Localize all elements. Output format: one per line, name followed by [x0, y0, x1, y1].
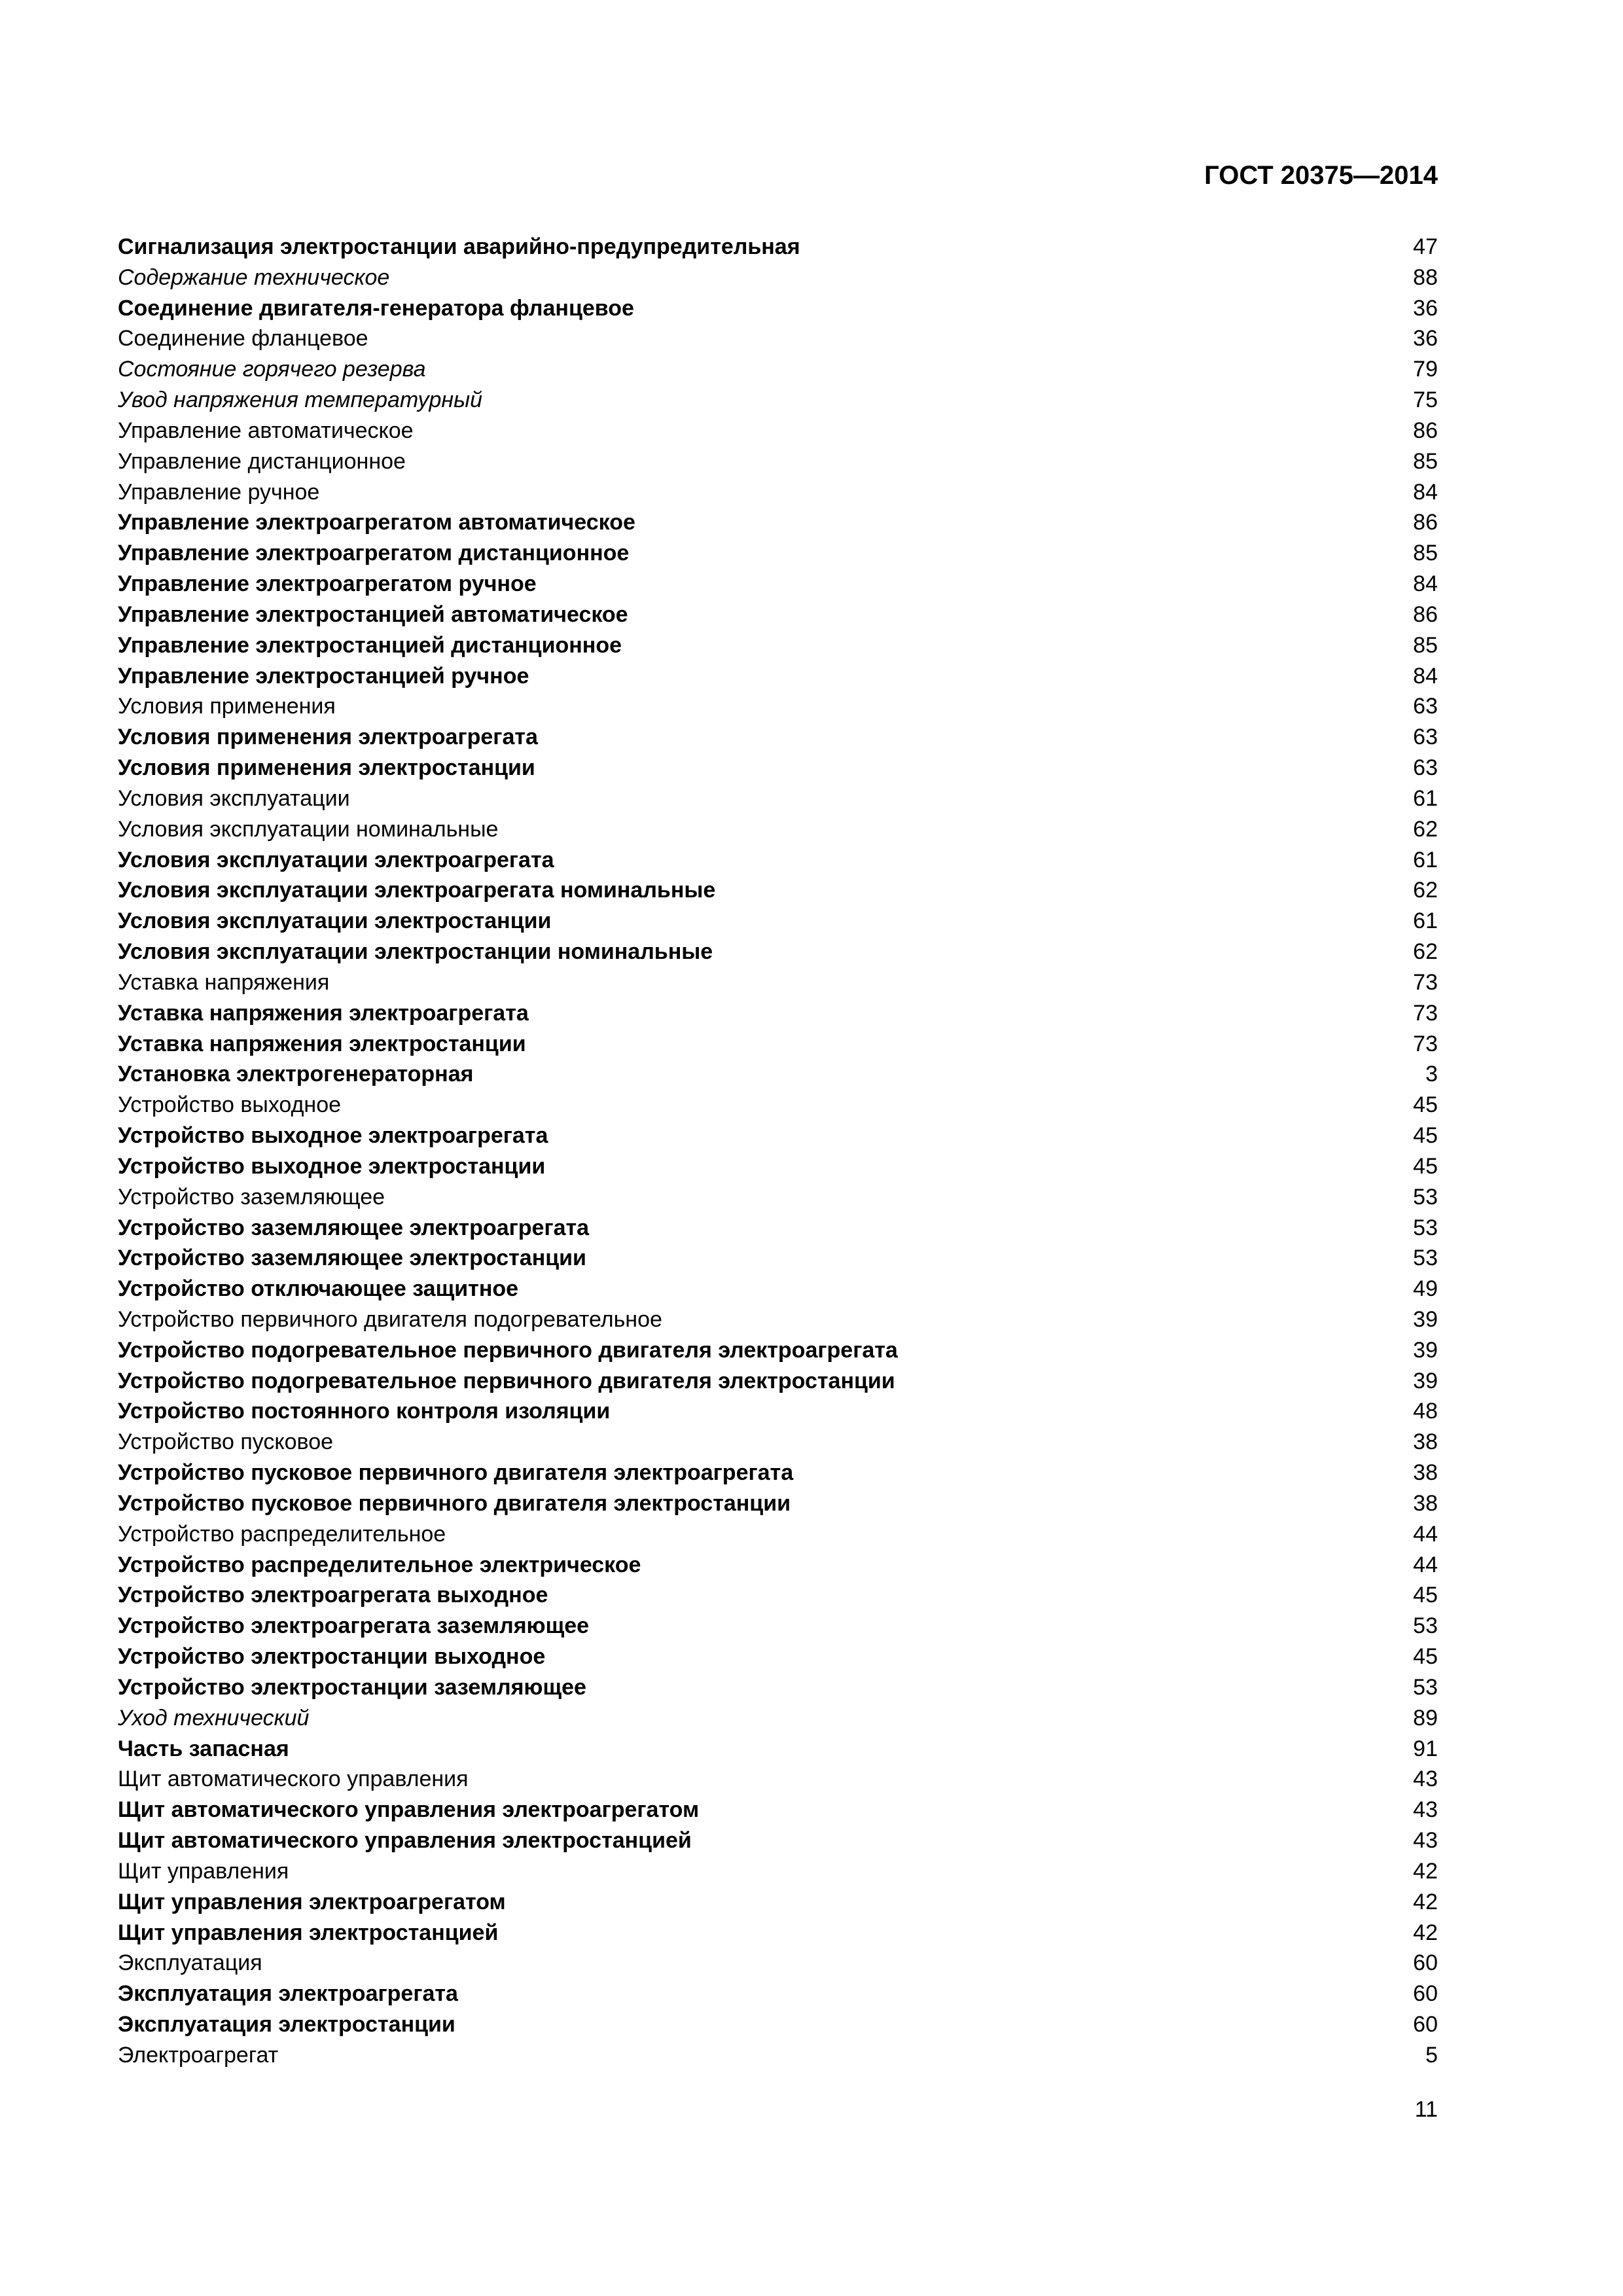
index-entry	[118, 875, 1438, 906]
index-entry	[118, 906, 1438, 937]
index-term: Эксплуатация электроагрегата	[118, 1981, 458, 2007]
index-page-ref: 39	[1413, 1337, 1438, 1363]
index-entry	[118, 2040, 1438, 2071]
index-page-ref: 3	[1425, 1062, 1438, 1087]
index-page-ref: 53	[1413, 1215, 1438, 1240]
index-term: Устройство пусковое	[118, 1429, 334, 1455]
index-entry	[118, 783, 1438, 814]
index-entry	[118, 814, 1438, 845]
index-term: Условия применения электростанции	[118, 755, 535, 781]
index-entry	[118, 1734, 1438, 1765]
index-page-ref: 38	[1413, 1429, 1438, 1455]
index-page-ref: 45	[1413, 1153, 1438, 1179]
index-entry	[118, 477, 1438, 508]
index-page-ref: 39	[1413, 1368, 1438, 1393]
index-term: Соединение фланцевое	[118, 326, 368, 351]
index-term: Условия эксплуатации электроагрегата	[118, 847, 554, 872]
index-term: Эксплуатация	[118, 1950, 262, 1976]
index-term: Состояние горячего резерва	[118, 357, 426, 382]
index-term: Устройство электроагрегата выходное	[118, 1583, 548, 1608]
index-entry	[118, 1121, 1438, 1151]
index-page-ref: 61	[1413, 908, 1438, 934]
index-page-ref: 63	[1413, 755, 1438, 781]
index-entry	[118, 722, 1438, 753]
index-entry	[118, 1090, 1438, 1121]
index-entry	[118, 1427, 1438, 1458]
index-page-ref: 60	[1413, 1981, 1438, 2007]
index-page-ref: 39	[1413, 1306, 1438, 1332]
index-entry	[118, 1519, 1438, 1550]
index-page-ref: 86	[1413, 418, 1438, 443]
index-page-ref: 84	[1413, 479, 1438, 505]
index-page-ref: 60	[1413, 1950, 1438, 1976]
index-term: Условия применения	[118, 694, 336, 719]
index-term: Устройство первичного двигателя подогревательное	[118, 1306, 662, 1332]
index-entry	[118, 1243, 1438, 1274]
index-entry	[118, 1366, 1438, 1397]
index-entry	[118, 937, 1438, 967]
index-page-ref: 86	[1413, 601, 1438, 627]
index-page-ref: 60	[1413, 2012, 1438, 2037]
index-page-ref: 53	[1413, 1613, 1438, 1639]
index-entry	[118, 323, 1438, 354]
index-page-ref: 85	[1413, 448, 1438, 474]
index-page-ref: 75	[1413, 387, 1438, 413]
index-entry	[118, 354, 1438, 385]
index-entry	[118, 1703, 1438, 1734]
index-term: Условия эксплуатации электростанции номинальные	[118, 939, 713, 965]
index-term: Устройство заземляющее электроагрегата	[118, 1215, 590, 1240]
index-page-ref: 5	[1425, 2042, 1438, 2068]
index-term: Часть запасная	[118, 1736, 289, 1761]
index-page-ref: 45	[1413, 1123, 1438, 1149]
index-term: Устройство выходное электроагрегата	[118, 1123, 548, 1149]
index-term: Уход технический	[118, 1705, 310, 1731]
index-entry	[118, 1458, 1438, 1488]
index-entry	[118, 1580, 1438, 1611]
index-page-ref: 84	[1413, 663, 1438, 689]
index-page-ref: 45	[1413, 1644, 1438, 1670]
index-entry	[118, 1213, 1438, 1244]
index-term: Управление автоматическое	[118, 418, 414, 443]
index-term: Устройство электроагрегата заземляющее	[118, 1613, 590, 1639]
index-entry	[118, 1611, 1438, 1641]
index-entry	[118, 1059, 1438, 1090]
index-term: Устройство электростанции выходное	[118, 1644, 546, 1670]
index-entry	[118, 1825, 1438, 1856]
index-entry	[118, 1396, 1438, 1427]
index-entry	[118, 507, 1438, 538]
document-header: ГОСТ 20375—2014	[1204, 161, 1438, 190]
index-page-ref: 73	[1413, 1031, 1438, 1056]
index-page-ref: 47	[1413, 234, 1438, 259]
index-term: Щит автоматического управления электростанцией	[118, 1828, 692, 1854]
index-page-ref: 86	[1413, 510, 1438, 535]
index-term: Щит автоматического управления	[118, 1767, 469, 1792]
index-entry	[118, 1335, 1438, 1366]
index-page-ref: 36	[1413, 295, 1438, 321]
index-entry	[118, 1182, 1438, 1213]
index-page-ref: 61	[1413, 847, 1438, 872]
index-term: Управление электроагрегатом автоматическое	[118, 510, 635, 535]
index-term: Условия эксплуатации номинальные	[118, 816, 499, 842]
index-entry	[118, 1856, 1438, 1887]
index-term: Устройство заземляющее	[118, 1184, 385, 1210]
index-page-ref: 44	[1413, 1521, 1438, 1547]
index-page-ref: 62	[1413, 939, 1438, 965]
index-term: Устройство выходное	[118, 1092, 342, 1118]
index-term: Условия применения электроагрегата	[118, 725, 538, 750]
index-entry	[118, 232, 1438, 262]
index-term: Устройство распределительное электрическое	[118, 1552, 641, 1577]
index-term: Управление электростанцией дистанционное	[118, 632, 622, 658]
index-entry	[118, 1979, 1438, 2009]
index-page-ref: 85	[1413, 541, 1438, 566]
index-entry	[118, 998, 1438, 1029]
index-entry	[118, 446, 1438, 477]
index-page-ref: 84	[1413, 571, 1438, 597]
index-page-ref: 61	[1413, 785, 1438, 811]
index-entry	[118, 1641, 1438, 1672]
index-term: Условия эксплуатации	[118, 785, 350, 811]
index-page-ref: 38	[1413, 1460, 1438, 1486]
index-entry	[118, 845, 1438, 876]
index-entry	[118, 600, 1438, 630]
index-entry	[118, 1672, 1438, 1703]
index-page-ref: 43	[1413, 1767, 1438, 1792]
index-term: Устройство пусковое первичного двигателя электроагрегата	[118, 1460, 794, 1486]
index-term: Управление ручное	[118, 479, 320, 505]
index-entry	[118, 569, 1438, 600]
index-term: Содержание техническое	[118, 264, 390, 290]
index-entry	[118, 2009, 1438, 2040]
index-page-ref: 91	[1413, 1736, 1438, 1761]
index-entry	[118, 661, 1438, 692]
index-page-ref: 63	[1413, 725, 1438, 750]
index-entry	[118, 967, 1438, 998]
index-entry	[118, 1764, 1438, 1795]
index-term: Устройство подогревательное первичного двигателя электроагрегата	[118, 1337, 898, 1363]
index-term: Устройство отключающее защитное	[118, 1276, 519, 1302]
index-page-ref: 38	[1413, 1490, 1438, 1516]
index-page-ref: 62	[1413, 878, 1438, 903]
index-entry	[118, 1948, 1438, 1979]
index-page-ref: 63	[1413, 694, 1438, 719]
index-term: Электроагрегат	[118, 2042, 279, 2068]
index-entry	[118, 1795, 1438, 1825]
index-entry	[118, 538, 1438, 569]
index-term: Управление электроагрегатом ручное	[118, 571, 537, 597]
index-page-ref: 53	[1413, 1246, 1438, 1271]
index-page-ref: 48	[1413, 1399, 1438, 1424]
alphabetical-index	[118, 232, 1438, 2071]
index-term: Управление дистанционное	[118, 448, 406, 474]
index-page-ref: 42	[1413, 1920, 1438, 1945]
index-term: Устройство выходное электростанции	[118, 1153, 546, 1179]
index-entry	[118, 1550, 1438, 1581]
index-page-ref: 45	[1413, 1092, 1438, 1118]
index-page-ref: 73	[1413, 1000, 1438, 1026]
index-page-ref: 44	[1413, 1552, 1438, 1577]
index-entry	[118, 1488, 1438, 1519]
index-term: Эксплуатация электростанции	[118, 2012, 455, 2037]
index-page-ref: 53	[1413, 1674, 1438, 1700]
index-entry	[118, 1304, 1438, 1335]
index-entry	[118, 385, 1438, 416]
index-entry	[118, 1918, 1438, 1948]
index-page-ref: 62	[1413, 816, 1438, 842]
index-page-ref: 88	[1413, 264, 1438, 290]
index-page-ref: 79	[1413, 357, 1438, 382]
index-term: Устройство заземляющее электростанции	[118, 1246, 586, 1271]
index-term: Условия эксплуатации электроагрегата номинальные	[118, 878, 716, 903]
index-term: Управление электростанцией ручное	[118, 663, 529, 689]
index-term: Устройство электростанции заземляющее	[118, 1674, 586, 1700]
index-page-ref: 43	[1413, 1828, 1438, 1854]
index-term: Уставка напряжения электростанции	[118, 1031, 526, 1056]
index-term: Щит управления	[118, 1858, 289, 1884]
index-entry	[118, 691, 1438, 722]
index-term: Сигнализация электростанции аварийно-предупредительная	[118, 234, 800, 259]
index-term: Соединение двигателя-генератора фланцевое	[118, 295, 634, 321]
index-entry	[118, 1274, 1438, 1304]
index-entry	[118, 416, 1438, 446]
index-entry	[118, 1029, 1438, 1060]
index-term: Устройство распределительное	[118, 1521, 446, 1547]
index-entry	[118, 293, 1438, 324]
index-page-ref: 42	[1413, 1889, 1438, 1914]
index-term: Установка электрогенераторная	[118, 1062, 474, 1087]
index-page-ref: 73	[1413, 969, 1438, 995]
index-entry	[118, 1887, 1438, 1918]
index-term: Щит автоматического управления электроагрегатом	[118, 1797, 700, 1823]
index-page-ref: 89	[1413, 1705, 1438, 1731]
index-term: Условия эксплуатации электростанции	[118, 908, 552, 934]
index-page-ref: 53	[1413, 1184, 1438, 1210]
index-term: Увод напряжения температурный	[118, 387, 483, 413]
index-page-ref: 85	[1413, 632, 1438, 658]
index-term: Управление электроагрегатом дистанционное	[118, 541, 630, 566]
index-page-ref: 45	[1413, 1583, 1438, 1608]
index-page-ref: 42	[1413, 1858, 1438, 1884]
index-term: Управление электростанцией автоматическое	[118, 601, 628, 627]
index-entry	[118, 753, 1438, 783]
index-term: Устройство постоянного контроля изоляции	[118, 1399, 611, 1424]
index-term: Уставка напряжения электроагрегата	[118, 1000, 529, 1026]
index-entry	[118, 262, 1438, 293]
index-term: Устройство пусковое первичного двигателя электростанции	[118, 1490, 791, 1516]
page-number: 11	[1414, 2097, 1438, 2122]
index-entry	[118, 630, 1438, 661]
index-page-ref: 43	[1413, 1797, 1438, 1823]
index-entry	[118, 1151, 1438, 1182]
index-term: Щит управления электроагрегатом	[118, 1889, 506, 1914]
index-page-ref: 49	[1413, 1276, 1438, 1302]
index-term: Щит управления электростанцией	[118, 1920, 499, 1945]
index-page-ref: 36	[1413, 326, 1438, 351]
index-term: Устройство подогревательное первичного двигателя электростанции	[118, 1368, 895, 1393]
index-term: Уставка напряжения	[118, 969, 330, 995]
